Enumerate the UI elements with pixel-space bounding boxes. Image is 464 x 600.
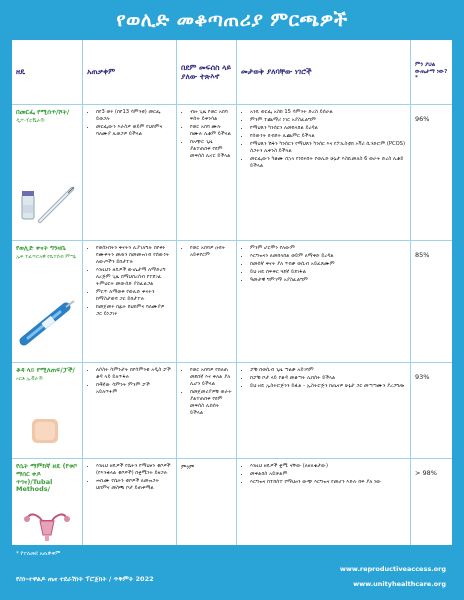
know-item: • ፓቹ በወሲብ ጊዜ ጣልቃ አይገባም (250, 367, 406, 374)
footnote: * የተለመደ አጠቃቀም (16, 551, 61, 557)
know-item: • እርግዝና ከተከሰተ የማህፀን ውጭ እርግዝና የመሆን እድሉ ከፍ ያለ ነው (250, 479, 406, 486)
header-good-to-know: መታወቅ ያለባቸው ነገሮች (241, 67, 312, 77)
know-item: • እርግዝናን ለመከላከል ወይም ለማቀድ ይረዳል (250, 253, 406, 260)
footer-link-reproductiveaccess[interactable]: www.reproductiveaccess.org (339, 565, 446, 573)
know-item: • የማህጸን ካንሰርን ለመከላከል ይረዳል (250, 125, 406, 132)
know-item: • መቀልበስ አይቻልም (250, 471, 406, 478)
table-row (12, 240, 452, 362)
know-item: • የማህጸን ሽፋን ካንሰርን የማህጸን ካንሰር እና የፖሊስቲክ ኦቫሪ ሲንድሮም (PCOS) ስጋትን ሊቀንስ ይችላል (250, 141, 406, 155)
page-title: የወሊድ መቆጣጠሪያ ምርጫዎች (116, 9, 348, 31)
use-item: • ሐኪሙ የሴትን ቱቦዎች ለመዝጋት ህክምና መስጫ ቦታ ይጠቀማል (96, 478, 172, 492)
know-item: • የሰውነት ክብደት ሊጨምር ይችላል (250, 133, 406, 140)
bleeding-item: • ብዙ ጊዜ የወር አበባ ፍሰት ይቀንሳል (190, 109, 232, 123)
know-item: • ምንም ተጨማሪ ነገር አያስፈልግም (250, 117, 406, 124)
bleeding-item: • በመጀመሪያዎቹ ወራት ያልተጠበቀ የደም መፍሰስ ሊከሰት ይችላል (190, 389, 232, 417)
injection-icon (18, 175, 76, 231)
effectiveness-value: 85% (415, 251, 430, 259)
bleeding-item: • የወር አበባ ሙሉ በሙሉ ሊቆም ይችላል (190, 124, 232, 138)
use-item: • በየ3 ወሩ (በየ13 ሳምንቱ) መርፌ ይወጋሉ (96, 109, 172, 123)
use-item: • እነዚህን ዘዴዎች ውጤታማ ለማድረግ ለረጅም ጊዜ በማህበረሰብ የተደገፈ ትምህርት መውሰድ ያስፈልጋል (96, 267, 172, 288)
effectiveness-value: 96% (415, 115, 430, 123)
use-item: • የወሰኑበትን ቀናትን ሊያገለግሉ በየቀኑ የሙቀትን መጠን በመመዝገብ የሰውነት ለውጦችን ይከታተሉ (96, 245, 172, 266)
method-brand: ኢፍ ተፈጥሮአዊ የቤተሰብ ምጣኔ (16, 253, 76, 260)
use-item: • እነዚህ ዘዴዎች የሴትን የማህፀን ቱቦዎች (የእንቁላል ቱቦዎች) በቋሚነት ይዘጋሉ (96, 463, 172, 477)
header-method: ዘዴ (16, 67, 26, 77)
use-item: • ለሶስት ሳምንታት በየሳምንቱ አዲስ ፓች ቆዳ ላይ ይለጥፋሉ (96, 367, 172, 381)
header-effectiveness: ምን ያህል ውጤታማ ነው?* (415, 62, 448, 82)
know-item: • በመሰኛ ቀናት ያለ ጥበቃ ወሲብ አይፈጸሙም (250, 261, 406, 268)
uterus-icon (18, 509, 76, 543)
patch-icon (18, 413, 76, 449)
method-brand: ዲፖ-ፕሮቬራ® (16, 117, 46, 124)
know-item: • በፓቹ ቦታ ላይ የቆዳ መቆጣት ሊከሰት ይችላል (250, 375, 406, 382)
method-brand: ኦርቶ ኢቭራ® (16, 375, 44, 382)
methods-table (12, 40, 452, 545)
know-item: • ይህ ዘዴ ኢስትሮጅንን ይዟል - ኢስትሮጅን ከጤናዎ ሁኔታ ጋር መጣጣሙን ያረጋግጡ (250, 383, 406, 390)
use-item: • ምርጥ ለማወቅ የወሊድ ቀናትን ከማስታወሻ ጋር ይከታተሉ (96, 289, 172, 303)
know-item: • እነዚህ ዘዴዎች ቋሚ ናቸው (ለዘለቄታው) (250, 463, 406, 470)
know-item: • ዓመታዊ ግምገማ አያስፈልግም (250, 277, 406, 284)
footer-credit: የስነ-ተዋልዶ ጤና ተደራሽነት ፕሮጀክት / ጥቅምት 2022 (16, 575, 154, 583)
table-row (12, 458, 452, 545)
bleeding-item: • የወር አበባዎ የበለጠ መደበኛ እና ቀለል ያለ ሊሆን ይችላል (190, 367, 232, 388)
footer-link-unityhealthcare[interactable]: www.unityhealthcare.org (353, 580, 446, 588)
know-item: • ምንም ሆርሞን የለውም (250, 245, 406, 252)
table-header-row (12, 40, 452, 104)
bleeding-item: ምንም (181, 465, 195, 471)
effectiveness-value: 93% (415, 373, 430, 381)
know-item: • አንዴ ወርፌ አስከ 15 ሳምንት ድረስ ይሰራል (250, 109, 406, 116)
use-item: • ከመጀመሩ በፊት ከህክምና ባለሙያዎ ጋር ይነጋገሩ (96, 304, 172, 318)
know-item: • መርፌውን ካቆሙ በኋላ የነበሩበት የወሊድ ሁኔታ እስኪመለስ 6 ወራት ድረስ ሊቆይ ይችላል (250, 156, 406, 170)
header-bleeding: በደም መፍሰስ ላይ ያለው ተጽእኖ (181, 62, 232, 81)
method-name: ቆዳ ላይ የሚለጠፍ/ፓች/ (16, 366, 75, 374)
use-item: • መርፌውን እራስዎ ወይም የህክምና ባለሙያ ሊወጋዎ ይችላል (96, 124, 172, 138)
method-name: በመርፌ የሚሰጥ/ሾት/ (16, 108, 70, 116)
effectiveness-value: > 98% (415, 469, 437, 477)
table-row (12, 362, 452, 458)
bleeding-item: • በአጭር ጊዜ ያልተጠበቀ የደም መፍሰስ ሊኖር ይችላል (190, 139, 232, 160)
header-use: አጠቃቀም (87, 67, 116, 77)
method-name: የወሊድ ቀናት ግንዛቤ (16, 244, 66, 252)
use-item: • በ4ኛው ሳምንት ምንም ፓች አይለጥፉም (96, 382, 172, 396)
bleeding-item: • የወር አበባዎ ዑደት አይቀየርም (190, 245, 232, 259)
table-row (12, 104, 452, 240)
method-name: የሴት ማምከኛ ዘዴ (የቱቦ ማሰር ቀዶ ጥገና)/Tubal Methods/ (16, 462, 77, 494)
know-item: • ይህ ዘዴ በፍቅር ጓደኛ ይደገፋል (250, 269, 406, 276)
thermometer-icon (18, 299, 76, 349)
